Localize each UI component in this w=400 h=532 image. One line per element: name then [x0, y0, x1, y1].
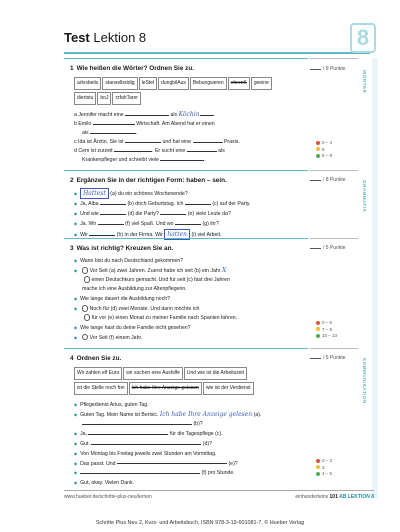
- line-text: Das passt. Und: [80, 460, 116, 467]
- line-text: Krankenpfleger und schreibt viele: [82, 157, 159, 163]
- score-divider: [310, 238, 358, 239]
- dot-range: 3: [322, 464, 325, 470]
- exercise-4-number: 4: [70, 355, 74, 362]
- word-chip: dungbilAus: [158, 77, 189, 90]
- phrase-chip: wir suchen eine Aushilfe: [123, 367, 183, 380]
- line-text: Ja. Wir: [80, 220, 97, 227]
- score-4: [310, 355, 358, 361]
- score-divider: [310, 348, 358, 349]
- line-text: Gut.: [80, 440, 90, 447]
- score-slot[interactable]: [310, 358, 321, 359]
- exercise-2: [64, 170, 308, 240]
- word-chip: diertstu: [74, 92, 96, 105]
- line-text: (i) viel Arbeit.: [191, 231, 222, 238]
- exercise-line: [74, 468, 308, 478]
- exercise-line: [74, 478, 308, 488]
- red-dot-icon: [316, 321, 320, 325]
- score-label: / 5 Punkte: [323, 355, 346, 361]
- page-word: einhunderteins: [295, 494, 329, 500]
- dot-range: 0 – 6: [322, 320, 333, 325]
- exercise-1-heading: [70, 65, 308, 72]
- score-slot[interactable]: [310, 180, 321, 181]
- line-text: (a) du ein schönes Wochenende?: [110, 191, 188, 197]
- dot-range: 10 – 13: [322, 333, 338, 338]
- line-text: und hat eine: [162, 139, 192, 145]
- exercise-2-title: Ergänzen Sie in der richtigen Form: haben – sein.: [76, 177, 227, 184]
- line-text: Vor Seit (f) einem Jahr.: [89, 334, 143, 341]
- answer-blank[interactable]: [100, 204, 126, 205]
- dot-range: 7 – 9: [322, 326, 333, 332]
- dot-row: [316, 471, 332, 478]
- footer-lesson: LEKTION 8: [347, 494, 374, 500]
- radio-option[interactable]: [84, 276, 91, 283]
- answer-blank[interactable]: [125, 142, 161, 143]
- exercise-4-title: Ordnen Sie zu.: [76, 355, 122, 362]
- exercise-line: [74, 449, 308, 459]
- handwritten-answer: Hattest: [80, 188, 109, 199]
- exercise-1-number: 1: [70, 65, 74, 72]
- word-chip: arlosbeits: [74, 77, 101, 90]
- answer-blank[interactable]: [98, 224, 124, 225]
- line-text: Und wie: [80, 210, 99, 217]
- line-text: .: [204, 157, 206, 163]
- line-text: (c) auf der Party.: [212, 200, 251, 207]
- exercise-line: [74, 266, 308, 276]
- answer-blank[interactable]: [185, 204, 211, 205]
- green-dot-icon: [316, 334, 320, 338]
- line-text: Wie lange hast du deine Familie nicht gesehen?: [80, 324, 191, 331]
- yellow-dot-icon: [316, 465, 320, 469]
- page-footer: [64, 490, 374, 500]
- line-text: (e)?: [228, 460, 238, 467]
- phrase-chip: Und wie ist die Arbeitszeit: [184, 367, 247, 380]
- exercise-line: [74, 199, 308, 209]
- line-text: Gut, okay. Vielen Dank.: [80, 480, 135, 487]
- line-text: Guten Tag. Mein Name ist Berisic.: [80, 411, 159, 418]
- exercise-line: [74, 138, 308, 147]
- exercise-4-heading: [70, 355, 308, 362]
- word-chip: rzfahTarer: [112, 92, 141, 105]
- exercise-line: [74, 439, 308, 449]
- exercise-line: [74, 294, 308, 304]
- answer-blank[interactable]: [125, 115, 169, 116]
- exercise-3-title: Was ist richtig? Kreuzen Sie an.: [76, 245, 174, 252]
- line-text: einen Deutschkurs gemacht. Und für seit (c) fast drei Jahren: [91, 276, 230, 283]
- score-slot[interactable]: [310, 248, 321, 249]
- title-lesson: Lektion 8: [93, 30, 147, 45]
- score-divider: [310, 58, 358, 59]
- line-text: d Cem ist zurzeit: [74, 148, 113, 154]
- dot-range: 0 – 2: [322, 458, 333, 463]
- answer-blank[interactable]: [80, 473, 200, 474]
- footer-link[interactable]: www.hueber.de/schritte-plus-neu/lernen: [64, 494, 152, 500]
- exercise-line: [74, 219, 308, 229]
- score-2: [310, 177, 358, 183]
- line-text: (b)?: [193, 420, 203, 427]
- line-text: Von Montag bis Freitag jeweils zwei Stunden am Vormittag.: [80, 450, 217, 457]
- word-bank-1: [74, 76, 308, 106]
- answer-blank[interactable]: [193, 142, 223, 143]
- line-text: Praxis.: [223, 139, 240, 145]
- phrase-bank-4: [74, 366, 308, 396]
- line-text: Wann bist du nach Deutschland gekommen?: [80, 257, 184, 264]
- exercise-line: [74, 323, 308, 333]
- side-strip: [372, 58, 378, 498]
- exercise-2-heading: [70, 177, 308, 184]
- exercise-line: [74, 429, 308, 439]
- phrase-chip: wie ist der Verdienst: [203, 382, 254, 395]
- exercise-line: [74, 147, 308, 156]
- exercise-3-heading: [70, 245, 308, 252]
- dot-row: [316, 153, 332, 160]
- dot-range: 4 – 5: [322, 471, 333, 476]
- green-dot-icon: [316, 154, 320, 158]
- answer-blank[interactable]: [82, 424, 192, 425]
- answer-blank[interactable]: [114, 151, 152, 152]
- line-text: .: [136, 130, 138, 136]
- red-dot-icon: [316, 459, 320, 463]
- handwritten-answer: Ich habe Ihre Anzeige gelesen: [159, 410, 253, 418]
- line-text: (e) viele Leute da?: [187, 210, 231, 217]
- title-bar: [64, 28, 370, 54]
- exercise-line: [74, 400, 308, 410]
- line-text: für die Tagespflege (c).: [169, 430, 223, 437]
- answer-blank[interactable]: [89, 235, 115, 236]
- line-text: Vor Seit (a) zwei Jahren. Zuerst habe ich seit (b) ein Jahr: [89, 267, 221, 274]
- line-text: (a).: [253, 411, 262, 418]
- green-dot-icon: [316, 472, 320, 476]
- score-label: / 9 Punkte: [323, 66, 346, 72]
- phrase-chip: Wir zahlen elf Euro: [74, 367, 122, 380]
- yellow-dot-icon: [316, 147, 320, 151]
- radio-option[interactable]: [84, 314, 91, 321]
- answer-blank[interactable]: [100, 214, 126, 215]
- score-1: [310, 66, 358, 72]
- exercise-line: [74, 333, 308, 343]
- line-text: (g) ihr?: [202, 220, 219, 227]
- line-text: Wie lange dauert die Ausbildung noch?: [80, 295, 171, 302]
- imprint-line: Schritte Plus Neu 2, Kurs- und Arbeitsbuch, ISBN 978-3-19-601081-7, © Hueber Verlag: [95, 520, 305, 526]
- answer-blank[interactable]: [90, 133, 136, 134]
- lesson-number-badge: 8: [350, 23, 376, 53]
- phrase-chip: ist die Stelle noch frei: [74, 382, 128, 395]
- score-label: / 8 Punkte: [323, 177, 346, 183]
- exercise-line: [82, 156, 308, 165]
- word-chip: Bebungweren: [190, 77, 227, 90]
- answer-blank[interactable]: [91, 444, 201, 445]
- answer-blank[interactable]: [160, 160, 204, 161]
- exercise-1: [64, 58, 308, 165]
- side-label-grammar: GRAMMATIK: [362, 180, 367, 213]
- line-text: (f) viel Spaß. Und wo: [125, 220, 174, 227]
- side-label-words: WÖRTER: [362, 70, 367, 94]
- side-label-communication: KOMMUNIKATION: [362, 358, 367, 404]
- line-text: b Emilo: [74, 121, 92, 127]
- dot-range: 5: [322, 146, 325, 152]
- score-slot[interactable]: [310, 69, 321, 70]
- answer-blank[interactable]: [187, 151, 217, 152]
- exercise-line: [82, 276, 308, 285]
- line-text: Pflegedienst Arius, guten Tag.: [80, 401, 149, 408]
- line-text: als: [218, 148, 225, 154]
- traffic-light-1: [316, 140, 332, 160]
- exercise-line: [82, 314, 308, 323]
- exercise-line: [74, 304, 308, 314]
- line-text: (d)?: [202, 440, 213, 447]
- dot-range: 0 – 4: [322, 140, 333, 145]
- answer-blank[interactable]: [93, 124, 135, 125]
- handwritten-answer: hatten: [164, 229, 190, 240]
- exercise-2-number: 2: [70, 177, 74, 184]
- word-chip: stanselbstdig: [102, 77, 137, 90]
- line-text: a Jennifer macht eine: [74, 112, 124, 118]
- exercise-4: [64, 348, 308, 488]
- line-text: (f) pro Stunde.: [201, 470, 235, 477]
- answer-blank[interactable]: [117, 463, 227, 464]
- answer-blank[interactable]: [88, 434, 168, 435]
- exercise-1-title: Wie heißen die Wörter? Ordnen Sie zu.: [76, 65, 195, 72]
- traffic-light-3: [316, 458, 332, 478]
- word-chip-used: ehrenK: [228, 77, 250, 90]
- line-text: Noch für (d) zwei Monate. Und dann möchte ich: [89, 305, 200, 312]
- exercise-line: [74, 209, 308, 219]
- line-text: als: [82, 130, 89, 136]
- line-text: Wir: [80, 231, 88, 238]
- line-text: mache ich eine Ausbildung zur Altenpflegerin.: [82, 285, 187, 292]
- traffic-light-2: [316, 320, 337, 340]
- yellow-dot-icon: [316, 327, 320, 331]
- radio-option[interactable]: [82, 305, 89, 312]
- word-chip: geeine: [251, 77, 272, 90]
- score-label: / 5 Punkte: [323, 245, 346, 251]
- answer-blank[interactable]: [175, 224, 201, 225]
- line-text: c Ida ist Ärztin. Sie ist: [74, 139, 124, 145]
- title-test: Test: [64, 30, 90, 45]
- handwritten-answer: Köchin: [178, 111, 200, 118]
- line-text: . Er sucht eine: [152, 148, 186, 154]
- footer-page: [295, 494, 374, 500]
- page-title: [64, 30, 146, 45]
- exercise-line: [82, 129, 308, 138]
- exercise-3: [64, 238, 308, 342]
- exercise-line: [74, 188, 308, 199]
- phrase-chip-used: Ich habe Ihre Anzeige gelesen: [129, 382, 202, 395]
- radio-option[interactable]: [82, 334, 89, 341]
- handwritten-mark: X: [221, 266, 227, 274]
- word-chip: boJ: [97, 92, 111, 105]
- score-divider: [310, 170, 358, 171]
- exercise-line: [74, 120, 308, 129]
- red-dot-icon: [316, 141, 320, 145]
- line-text: Wirtschaft. Am Abend hat er einen: [136, 121, 215, 127]
- page-number: 101: [329, 494, 338, 500]
- exercise-3-number: 3: [70, 245, 74, 252]
- answer-blank[interactable]: [160, 214, 186, 215]
- line-text: (h) in der Firma. Wir: [116, 231, 163, 238]
- word-chip: leStel: [139, 77, 158, 90]
- dot-range: 6 – 9: [322, 153, 333, 158]
- ab-label: AB: [339, 494, 347, 500]
- exercise-line: [82, 420, 308, 429]
- answer-blank[interactable]: [200, 115, 214, 116]
- score-3: [310, 245, 358, 251]
- exercise-line: [74, 256, 308, 266]
- line-text: (b) doch Geburtstag. Ich: [127, 200, 184, 207]
- line-text: als: [170, 112, 178, 118]
- line-text: (d) die Party?: [127, 210, 159, 217]
- line-text: Ja,: [80, 430, 87, 437]
- exercise-line: [82, 285, 308, 294]
- line-text: Ja, Alba: [80, 200, 99, 207]
- line-text: für vor (e) einen Monat zu meiner Familie nach Spanien fahren.: [91, 314, 238, 321]
- radio-option[interactable]: [82, 267, 89, 274]
- exercise-line: [74, 410, 308, 420]
- dot-row: [316, 333, 337, 340]
- exercise-line: [74, 459, 308, 469]
- exercise-line: [74, 110, 308, 120]
